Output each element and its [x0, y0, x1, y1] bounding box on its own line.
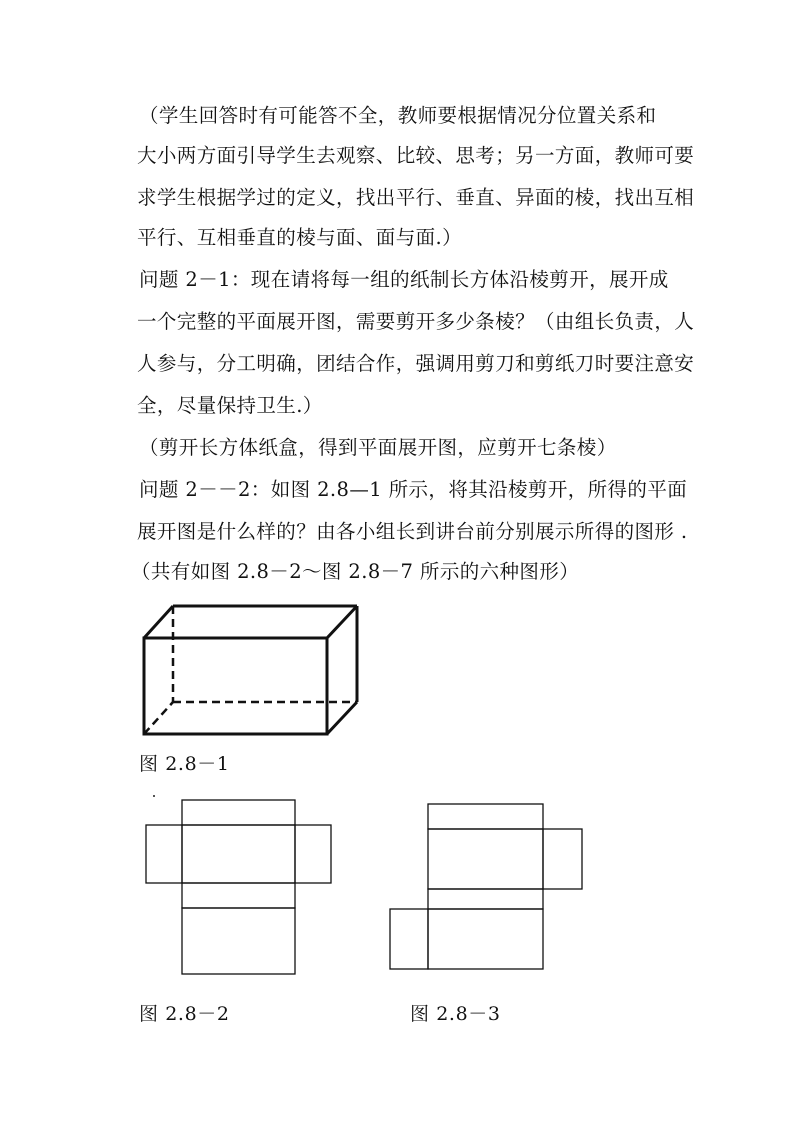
paragraph-1-line-3: 求学生根据学过的定义，找出平行、垂直、异面的棱，找出互相	[137, 186, 695, 209]
net-step-right-face	[543, 829, 582, 889]
net-step-left-face	[390, 909, 428, 969]
net-cross-bottom-face	[182, 883, 295, 908]
paragraph-2-line-2: 一个完整的平面展开图，需要剪开多少条棱？（由组长负责，人	[137, 310, 695, 333]
net-cross-right-face	[295, 825, 331, 883]
figure-3-caption: 图 2.8－3	[410, 1003, 501, 1025]
paragraph-2-line-1: 问题 2－1：现在请将每一组的纸制长方体沿棱剪开，展开成	[139, 268, 669, 291]
paragraph-4-line-1: 问题 2－－2：如图 2.8—1 所示，将其沿棱剪开，所得的平面	[139, 478, 688, 501]
figure-net-cross	[144, 798, 334, 978]
figure-1-caption: 图 2.8－1	[139, 753, 230, 775]
paragraph-2-line-4: 全，尽量保持卫生.）	[137, 394, 323, 417]
scan-dot	[153, 795, 155, 797]
figure-net-stepped	[388, 802, 586, 974]
paragraph-2-line-3: 人参与，分工明确，团结合作，强调用剪刀和剪纸刀时要注意安	[137, 352, 695, 375]
figure-cuboid	[140, 598, 370, 738]
figure-2-caption: 图 2.8－2	[139, 1003, 230, 1025]
paragraph-1-line-4: 平行、互相垂直的棱与面、面与面.）	[137, 226, 462, 249]
cuboid-front-face	[144, 638, 327, 734]
net-cross-back-face	[182, 908, 295, 974]
paragraph-1-line-1: （学生回答时有可能答不全，教师要根据情况分位置关系和	[139, 104, 657, 127]
net-cross-center-face	[182, 825, 295, 883]
net-step-upper-face	[428, 829, 543, 889]
net-cross-top-face	[182, 800, 295, 825]
cuboid-top-left-edge	[144, 606, 173, 638]
cuboid-right-bottom-edge	[327, 702, 357, 734]
paragraph-3-line-1: （剪开长方体纸盒，得到平面展开图，应剪开七条棱）	[139, 436, 617, 459]
paragraph-4-line-3: （共有如图 2.8－2～图 2.8－7 所示的六种图形）	[131, 560, 580, 583]
net-step-lower-face	[428, 909, 543, 969]
net-step-top-face	[428, 804, 543, 829]
paragraph-1-line-2: 大小两方面引导学生去观察、比较、思考；另一方面，教师可要	[137, 144, 695, 167]
net-cross-left-face	[146, 825, 182, 883]
net-step-middle-face	[428, 889, 543, 909]
cuboid-hidden-depth-edge	[144, 702, 173, 734]
cuboid-top-right-edge	[327, 606, 357, 638]
paragraph-4-line-2: 展开图是什么样的？由各小组长到讲台前分别展示所得的图形 .	[137, 520, 688, 543]
